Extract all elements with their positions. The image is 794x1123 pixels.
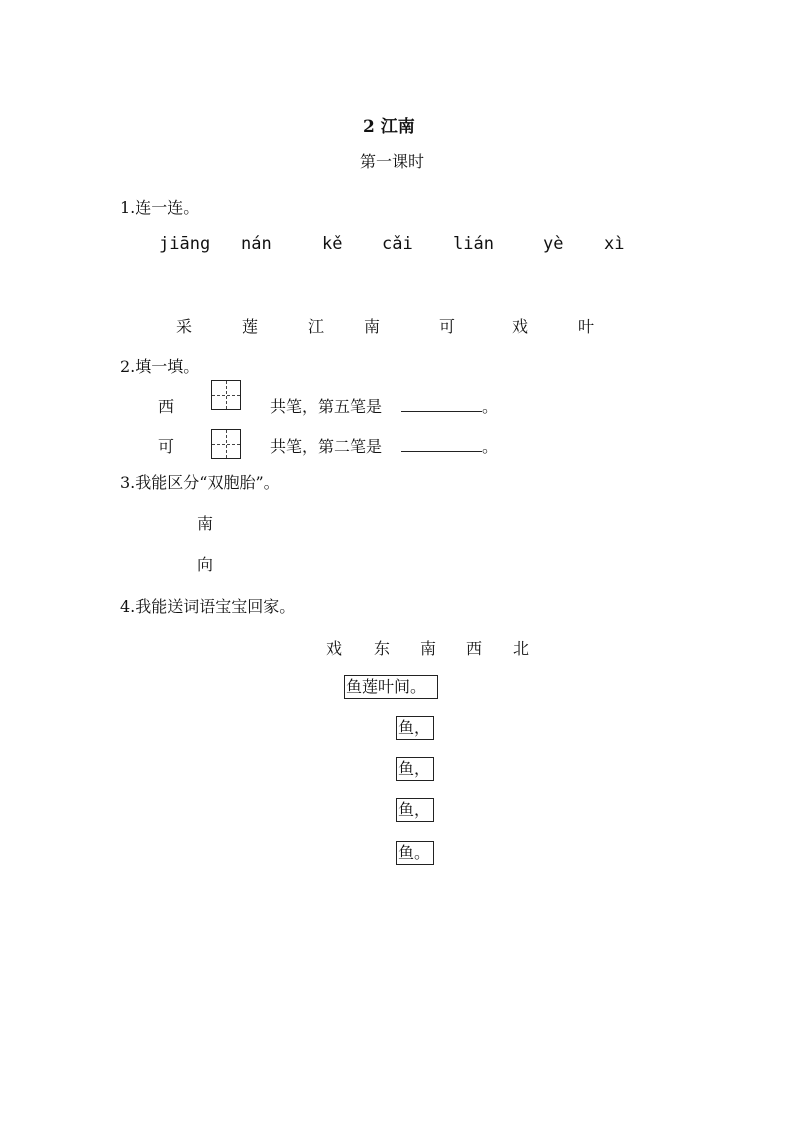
q2-row2-text: 共笔，第二笔是 [270, 437, 383, 456]
q2-row1-text: 共笔，第五笔是 [270, 397, 383, 416]
char-xi[interactable]: 戏 [512, 317, 529, 336]
q2-row2-tian-grid[interactable] [211, 429, 241, 459]
pinyin-ye: yè [543, 234, 564, 254]
char-lian[interactable]: 莲 [242, 317, 259, 336]
pinyin-nan: nán [241, 234, 272, 254]
question-1-label: 1.连一连。 [120, 198, 200, 217]
pinyin-xi: xì [604, 234, 625, 254]
pinyin-cai: cǎi [382, 234, 413, 254]
q3-char-nan: 南 [197, 514, 214, 533]
q2-row1-end: 。 [482, 397, 499, 416]
char-jiang[interactable]: 江 [308, 317, 325, 336]
pinyin-ke: kě [322, 234, 343, 254]
page-title: 2 江南 [363, 117, 415, 137]
char-nan[interactable]: 南 [364, 317, 381, 336]
char-cai[interactable]: 采 [176, 317, 193, 336]
q2-row1-tian-grid[interactable] [211, 380, 241, 410]
char-ye[interactable]: 叶 [578, 317, 595, 336]
q2-row2-blank[interactable] [401, 451, 482, 452]
q3-char-xiang: 向 [197, 555, 214, 574]
pinyin-jiang: jiāng [159, 234, 211, 254]
word-box-4[interactable]: 鱼， [396, 798, 434, 822]
q2-row2-end: 。 [482, 437, 499, 456]
word-box-3[interactable]: 鱼， [396, 757, 434, 781]
pinyin-lian: lián [453, 234, 494, 254]
word-xi-west[interactable]: 西 [466, 639, 483, 658]
word-nan[interactable]: 南 [420, 639, 437, 658]
word-xi[interactable]: 戏 [326, 639, 343, 658]
q2-row1-char: 西 [158, 397, 175, 416]
word-bei[interactable]: 北 [513, 639, 530, 658]
word-box-5[interactable]: 鱼。 [396, 841, 434, 865]
question-4-label: 4.我能送词语宝宝回家。 [120, 597, 296, 616]
q2-row1-blank[interactable] [401, 411, 482, 412]
question-2-label: 2.填一填。 [120, 357, 200, 376]
word-box-2[interactable]: 鱼， [396, 716, 434, 740]
word-box-1[interactable]: 鱼莲叶间。 [344, 675, 438, 699]
word-dong[interactable]: 东 [374, 639, 391, 658]
q2-row2-char: 可 [158, 437, 175, 456]
char-ke[interactable]: 可 [439, 317, 456, 336]
question-3-label: 3.我能区分“双胞胎”。 [120, 473, 280, 492]
page-subtitle: 第一课时 [360, 152, 425, 171]
